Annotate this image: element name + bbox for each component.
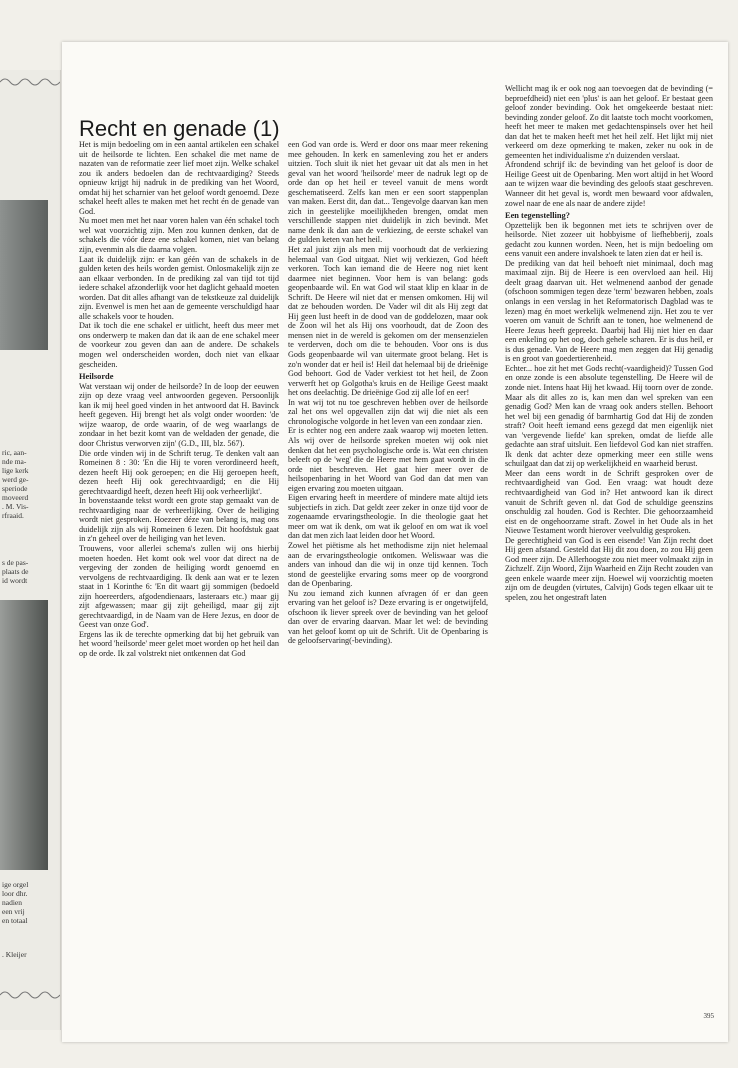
paragraph: Het zal juist zijn als men mij voorhoudt dat de verkiezing helemaal van God uitgaat. Niet wij verkiezen, God héeft verkoren. Toch kan iemand die de Heere nog niet kent daarmee niet beginnen. Voor hem is van belang: gods geopenbaarde wil. En wat God wil staat klip en klaar in de Schrift. De Heere wil niet dat er mensen omkomen. Hij wil dat ze behouden worden. De Vader wil dit als Hij zegt dat Hij geen lust heeft in de dood van de goddelozen, maar ook de Zoon wil het als Hij ons voorhoudt, dat de Zoon des mensen niet in de wereld is gekomen om der mensenzielen te verderven, doch om die te behouden. Voor ons is dus Gods geopenbaarde wil van uitermate groot belang. Het is zo'n wonder dat er heil is! Heil dat helemaal bij de drieënige God behoort. God de Vader verkiest tot het heil, de Zoon verwerft het op Golgotha's kruis en de Heilige Geest maakt het ons deelachtig. De drieënige God zij alle lof en eer! — [288, 245, 488, 398]
article-title: Recht en genade (1) — [79, 116, 280, 141]
paragraph: Er is echter nog een andere zaak waarop wij moeten letten. Als wij over de heilsorde spreken moeten wij ook niet denken dat het een psychologische orde is. Wat een christen beleeft op de 'weg' die de Heere met hem gaat wordt in die orde niet beschreven. Het gaat hier meer over de heilsopenbaring in het Woord van God dan dat men van eigen ervaring zou moeten uitgaan. — [288, 426, 488, 493]
paragraph: Zowel het piëtisme als het methodisme zijn niet helemaal aan de ervaringstheologie ontkomen. Weliswaar was die anders van inhoud dan die wij in onze tijd kennen. Toch stond de geestelijke ervaring soms meer op de voorgrond dan de Openbaring. — [288, 540, 488, 589]
magazine-page — [62, 42, 728, 1042]
paragraph: Wellicht mag ik er ook nog aan toevoegen dat de bevinding (= beproefdheid) niet een 'plus' is aan het geloof. Er bestaat geen geloof zonder bevinding. Ook het omgekeerde bestaat niet: bevinding zonder geloof. Zo dit laatste toch mocht voorkomen, heeft het meer te maken met gedachtenspinsels over het heil dan dat het te maken heeft met het heil zelf. Het lijkt mij niet verkeerd om deze opmerking te maken, zeker nu ook in de gemeenten het individualisme z'n duizenden verslaat. — [505, 84, 713, 160]
page-number: 395 — [703, 1012, 714, 1020]
column-2 — [288, 140, 488, 1020]
adjacent-caption-1: ric, aan- nde ma- lige kerk werd ge- speriode moveerd . M. Vis- rfraaid. — [2, 448, 29, 520]
paragraph: Laat ik duidelijk zijn: er kan géén van de schakels in de gulden keten des heils worden gemist. Onlosmakelijk zijn ze aan elkaar verbonden. In de prediking zal van tijd tot tijd iedere schakel afzonderlijk voor het daglicht gehaald moeten worden. Dat dit alles afhangt van de tekstkeuze zal duidelijk zijn. Evenwel is men het aan de gemeente verschuldigd haar alle schakels voor te houden. — [79, 254, 279, 321]
paragraph: In wat wij tot nu toe geschreven hebben over de heilsorde zal het ons wel opgevallen zijn dat wij die niet als een chronologische volgorde in het leven van een zondaar zien. — [288, 397, 488, 426]
column-1 — [79, 140, 279, 1020]
adjacent-photo-bottom — [0, 600, 48, 870]
paragraph: Dat ik toch die ene schakel er uitlicht, heeft dus meer met ons onderwerp te maken dan dat ik aan de ene schakel meer de voorkeur zou geven dan aan de andere. De schakels mogen wel onderscheiden worden, doch niet van elkaar gescheiden. — [79, 321, 279, 369]
wavy-border-top — [0, 72, 60, 92]
adjacent-photo-top — [0, 200, 48, 350]
adjacent-caption-2: s de pas- plaats de id wordt — [2, 558, 29, 585]
paragraph: De gerechtigheid van God is een eisende! Van Zijn recht doet Hij geen afstand. Gesteld dat Hij dit zou doen, zo zou Hij geen God meer zijn. De Allerhoogste zou niet meer volmaakt zijn in Zichzelf. Zijn Woord, Zijn Waarheid en Zijn Recht zouden van geen enkele waarde meer zijn. Hoewel wij voorzichtig moeten zijn om de deugden (virtutes, Calvijn) Gods tegen elkaar uit te spelen, zou het ongestraft laten — [505, 535, 713, 602]
paragraph: Eigen ervaring heeft in meerdere of mindere mate altijd iets subjectiefs in zich. Dat geldt zeer zeker in onze tijd voor de zogenaamde ervaringstheologie. In die theologie gaat het meer om wat ik denk, om wat ik geloof en om wat ik voel dan dat men zich laat leiden door het Woord. — [288, 493, 488, 541]
paragraph: Afrondend schrijf ik: de bevinding van het geloof is door de Heilige Geest uit de Openbaring. Men wort altijd in het Woord aan te wijzen waar die bevinding des geloofs staat geschreven. Wanneer dit het geval is, wordt men bewaard voor afdwalen, zowel naar de ene als naar de andere zijde! — [505, 160, 713, 208]
paragraph: Opzettelijk ben ik begonnen met iets te schrijven over de heilsorde. Niet zozeer uit hobbyisme of liefhebberij, zoals gedacht zou kunnen worden. Neen, het is mijn bedoeling om eens vanuit een andere invalshoek te laten zien dat er heil is. — [505, 220, 713, 259]
paragraph: Nu zou iemand zich kunnen afvragen óf er dan geen ervaring van het geloof is? Deze ervaring is er ongetwijfeld, ofschoon ik liever spreek over de bevinding van het geloof dan over de ervaring daarvan. Maar let wel: de bevinding van het geloof komt op uit de Schrift. Uit de Openbaring is de geloofservaring(-bevinding). — [288, 588, 488, 646]
column-3 — [505, 84, 713, 1014]
paragraph: Trouwens, voor allerlei schema's zullen wij ons hierbij moeten hoeden. Het komt ook wel voor dat direct na de vergeving der zonden de heiliging wordt genoemd en vervolgens de rechtvaardiging. Ik denk aan wat er te lezen staat in 1 Korinthe 6: 'En dit waart gij sommigen (bedoeld zijn hoereerders, afgodendienaars, lasteraars etc.) maar gij zijt afgewassen; maar gij zijt geheiligd, maar gij zijt gerechtvaardigd, in de Naam van de Here Jezus, en door de Geest van onze God'. — [79, 543, 279, 630]
paragraph: Het is mijn bedoeling om in een aantal artikelen een schakel uit de heilsorde te lichten. Een schakel die met name de nazaten van de reformatie zeer lief moet zijn. Welke schakel zou ik anders bedoelen dan de rechtvaardiging? Steeds opnieuw krijgt hij nadruk in de prediking van het Woord, omdat hij het scharnier van het geloof wordt genoemd. Deze schakel heeft alles te maken met het recht én de genade van God. — [79, 140, 279, 216]
paragraph: Ergens las ik de terechte opmerking dat bij het gebruik van het woord 'heilsorde' meer gelet moet worden op het heil dan op de orde. Ik zal volstrekt niet ontkennen dat God — [79, 629, 279, 658]
paragraph: Die orde vinden wij in de Schrift terug. Te denken valt aan Romeinen 8 : 30: 'En die Hij te voren verordineerd heeft, dezen heeft Hij ook geroepen; en die Hij geroepen heeft, dezen heeft Hij ook gerechtvaardigd; en die Hij gerechtvaardigd heeft, dezen heeft Hij ook verheerlijkt'. — [79, 448, 279, 496]
section-heading-tegenstelling: Een tegenstelling? — [505, 211, 570, 221]
paragraph: Wat verstaan wij onder de heilsorde? In de loop der eeuwen zijn op deze vraag veel antwoorden gegeven. Persoonlijk kan ik mij heel goed vinden in het antwoord dat H. Bavinck heeft gegeven. Hij brengt het als volgt onder woorden: 'de wijze waarop, de orde waarin, of de weg waarlangs de zondaar in het bezit komt van de weldaden der genade, die door Christus verworven zijn' (G.D., III, blz. 567). — [79, 381, 279, 448]
paragraph: een God van orde is. Werd er door ons maar meer rekening mee gehouden. In kerk en samenleving zou het er anders uitzien. Toch sluit ik niet het gevaar uit dat als men in het geval van het woord 'heilsorde' meer de nadruk legt op de orde dan op het heil er teveel vanuit de mens wordt geschematiseerd. Zelfs kan men er een soort stappenplan van maken. Eerst dit, dan dat... Tengevolge daarvan kan men zich in geestelijke moeilijkheden brengen, omdat men verschillende stappen niet duidelijk in zich bevindt. Met name denk ik dan aan de verkiezing, de eerste schakel van de gulden keten van het heil. — [288, 140, 488, 245]
paragraph: Nu moet men met het naar voren halen van één schakel toch wel wat voorzichtig zijn. Men zou kunnen denken, dat de schakels die vóór deze ene schakel komen, niet van belang zijn, evenmin als die daarna volgen. — [79, 216, 279, 255]
paragraph: De prediking van dat heil behoeft niet minimaal, doch mag maximaal zijn. Bij de Heere is een overvloed aan heil. Hij deelt graag daarvan uit. Het welmenend aanbod der genade (ofschoon sommigen tegen deze 'term' bezwaren hebben, zoals onlangs in een verslag in het Reformatorisch Dagblad was te lezen) mag én moet werkelijk welmenend zijn. Het zou te ver voeren om vanuit de Schrift aan te tonen, hoe welmenend de Heere Jezus heeft gepreekt. Daarbij had Hij niet hier en daar een enkeling op het oog, doch gehele scharen. Er is dus heil, er is dus genade. Van de Heere mag men zeggen dat Hij genadig is en groot van goedertierenheid. — [505, 258, 713, 364]
adjacent-caption-4: . Kleijer — [2, 950, 27, 959]
paragraph: Meer dan eens wordt in de Schrift gesproken over de rechtvaardigheid van God. Een vraag: wat houdt deze rechtvaardigheid van God in? Het antwoord kan ik direct vanuit de Schrift geven nl. dat God de schuldige geenszins onschuldig zal houden. God is Rechter. Die gehoorzaamheid eist en de ongehoorzame straft. Zowel in het Oude als in het Nieuwe Testament wordt hierover veelvuldig gesproken. — [505, 468, 713, 536]
paragraph: In bovenstaande tekst wordt een grote stap gemaakt van de rechtvaardiging naar de verheerlijking. Over de heiliging wordt niet gesproken. Hoezeer déze van belang is, mag ons duidelijk zijn als wij Romeinen 6 lezen. Dit hoofdstuk gaat in z'n geheel over de heiliging van het leven. — [79, 496, 279, 544]
wavy-border-bottom — [0, 985, 60, 1005]
section-heading-heilsorde: Heilsorde — [79, 372, 114, 382]
paragraph: Echter... hoe zit het met Gods recht(-vaardigheid)? Tussen God en onze zonde is een absolute tegenstelling. De Heere wil de zonde niet. Intens haat Hij het kwaad. Hij toorn over de zonde. Maar als dit alles zo is, kan men dan wel spreken van een genadig God? Men kan de vraag ook anders stellen. Behoort het wel bij een genadig óf barmhartig God dat Hij de zonden straft? Ooit heeft iemand eens gezegd dat men eigenlijk niet van 'vergevende liefde' kan spreken, omdat de liefde alle gedachte aan straf uitsluit. Een liefdevol God kan niet straffen. Ik denk dat achter deze opmerking meer een stille wens schuilgaat dan dat zij op werkelijkheid en waarheid berust. — [505, 363, 713, 469]
adjacent-caption-3: ige orgel loor dhr. nadien een vrij en totaal — [2, 880, 29, 925]
adjacent-page-strip — [0, 70, 61, 1030]
